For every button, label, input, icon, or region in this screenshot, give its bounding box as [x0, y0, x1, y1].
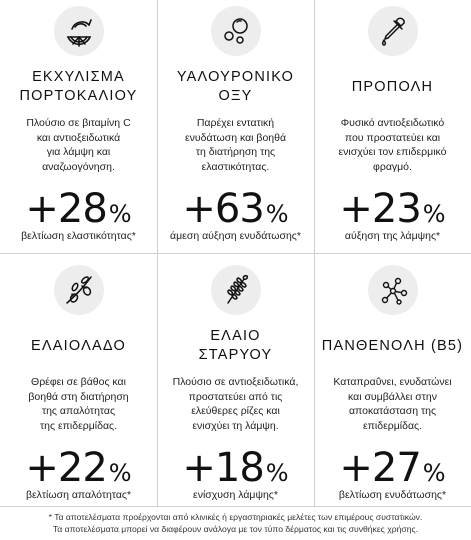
ingredient-description: Θρέφει σε βάθος και βοηθά στη διατήρηση της απαλότητας της επιδερμίδας. [28, 376, 129, 432]
ingredient-stat: + 27 % [339, 445, 446, 491]
ingredient-stat: + 63 % [182, 186, 289, 232]
ingredient-stat: + 22 % [25, 445, 132, 491]
ingredient-stat: + 23 % [339, 186, 446, 232]
footnote-line: Τα αποτελέσματα μπορεί να διαφέρουν ανάλογα με τον τύπο δέρματος και τις συνθήκες χρήσης. [52, 524, 419, 534]
ingredient-stat: + 28 % [25, 186, 132, 232]
ingredient-description: Πλούσιο σε αντιοξειδωτικά, προστατεύει από τις ελεύθερες ρίζες και ενισχύει τη λάμψη. [172, 376, 299, 432]
ingredient-card-panthenol [314, 253, 471, 506]
stat-caption: ενίσχυση λάμψης* [193, 489, 278, 501]
stat-caption: άμεση αύξηση ενυδάτωσης* [170, 230, 301, 242]
ingredient-title: ΕΚΧΥΛΙΣΜΑ ΠΟΡΤΟΚΑΛΙΟΥ [19, 69, 138, 104]
ingredient-title: ΕΛΑΙΟΛΑΔΟ [31, 337, 126, 354]
ingredient-card-hyaluronic [157, 0, 314, 253]
ingredient-card-orange [0, 0, 157, 253]
ingredient-description: Πλούσιο σε βιταμίνη C και αντιοξειδωτικά για λάμψη και αναζωογόνηση. [26, 117, 131, 173]
ingredient-title: ΠΡΟΠΟΛΗ [351, 78, 434, 95]
ingredient-card-olive-oil [0, 253, 157, 506]
ingredient-description: Καταπραΰνει, ενυδατώνει και συμβάλλει στην αποκατάσταση της επιδερμίδας. [333, 376, 452, 432]
stat-caption: βελτίωση ελαστικότητας* [21, 230, 136, 242]
orange-slice-icon [54, 6, 104, 56]
ingredient-title: ΠΑΝΘΕΝΟΛΗ (Β5) [321, 337, 464, 354]
stat-caption: βελτίωση ενυδάτωσης* [338, 489, 447, 501]
ingredient-card-wheat-germ-oil [157, 253, 314, 506]
olive-branch-icon [54, 265, 104, 315]
bubbles-icon [211, 6, 261, 56]
ingredient-description: Παρέχει εντατική ενυδάτωση και βοηθά τη διατήρηση της ελαστικότητας. [184, 117, 287, 173]
wheat-icon [211, 265, 261, 315]
ingredient-title: ΕΛΑΙΟ ΣΤΑΡΥΟΥ [198, 328, 273, 363]
molecule-icon [368, 265, 418, 315]
grid-divider-horizontal [0, 506, 471, 507]
ingredient-card-propolis [314, 0, 471, 253]
dropper-icon [368, 6, 418, 56]
stat-caption: αύξηση της λάμψης* [344, 230, 441, 242]
footnote [0, 511, 471, 535]
footnote-line: * Τα αποτελέσματα προέρχονται από κλινικές ή εργαστηριακές μελέτες των επιμέρους συστατικών. [48, 512, 423, 522]
ingredient-stat: + 18 % [182, 445, 289, 491]
stat-caption: βελτίωση απαλότητας* [25, 489, 132, 501]
ingredient-description: Φυσικό αντιοξειδωτικό που προστατεύει και ενισχύει τον επιδερμικό φραγμό. [338, 117, 447, 173]
ingredient-title: ΥΑΛΟΥΡΟΝΙΚΟ ΟΞΥ [176, 69, 295, 104]
